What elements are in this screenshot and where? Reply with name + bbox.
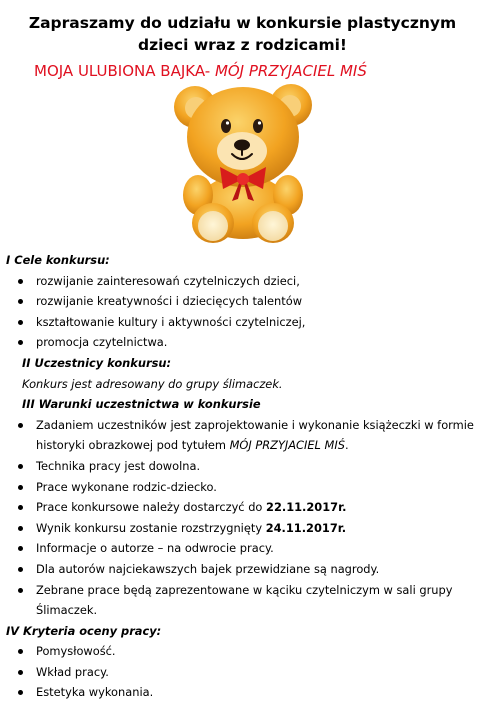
list-item [6,662,480,683]
bullet-icon [18,279,23,284]
list-item-text: promocja czytelnictwa. [36,335,168,350]
list-item [6,518,480,539]
list-item [6,641,480,662]
section-2-heading: II Uczestnicy konkursu: [22,355,172,370]
subtitle-italic: MÓJ PRZYJACIEL MIŚ [214,62,367,80]
list-item [6,682,480,703]
list-item-text: kształtowanie kultury i aktywności czytelniczej, [36,314,306,329]
section-4-heading: IV Kryteria oceny pracy: [6,623,162,638]
bullet-icon [18,485,23,490]
list-item-text: Zebrane prace będą zaprezentowane w kąciku czytelniczym w sali grupy Ślimaczek. [36,582,453,618]
bullet-icon [18,340,23,345]
contest-details [6,250,480,703]
list-item-text: Estetyka wykonania. [36,685,154,700]
bullet-icon [18,320,23,325]
bullet-icon [18,546,23,551]
list-item [6,477,480,498]
list-item-text: Informacje o autorze – na odwrocie pracy. [36,541,274,556]
list-item [6,456,480,477]
bullet-icon [18,670,23,675]
list-item-text: Wkład pracy. [36,664,109,679]
bullet-icon [18,423,23,428]
list-item-text: Prace wykonane rodzic-dziecko. [36,479,217,494]
list-item [6,559,480,580]
list-item-text: rozwijanie kreatywności i dziecięcych talentów [36,294,303,309]
list-item-text: rozwijanie zainteresowań czytelniczych dzieci, [36,273,300,288]
list-item [6,580,480,621]
list-item [6,415,480,456]
list-item [6,497,480,518]
contest-subtitle [34,61,367,81]
bullet-icon [18,505,23,510]
bullet-icon [18,464,23,469]
list-item-text: Prace konkursowe należy dostarczyć do [36,500,267,515]
section-3-list [6,415,480,621]
section-1-list [6,271,480,353]
list-item-text: Wynik konkursu zostanie rozstrzygnięty [36,520,266,535]
list-item [6,291,480,312]
book-title: MÓJ PRZYJACIEL MIŚ [229,438,345,453]
list-item [6,271,480,292]
teddy-bear-with-red-bow-icon [168,83,318,247]
list-item [6,332,480,353]
subtitle-main: MOJA ULUBIONA BAJKA- [34,62,215,80]
list-item-text-end: . [344,438,349,453]
list-item-text: Pomysłowość. [36,644,116,659]
deadline-date: 22.11.2017r. [266,500,347,515]
bullet-icon [18,649,23,654]
bullet-icon [18,588,23,593]
bullet-icon [18,299,23,304]
bullet-icon [18,690,23,695]
bullet-icon [18,567,23,572]
list-item [6,538,480,559]
page-title: Zapraszamy do udziału w konkursie plastycznym dzieci wraz z rodzicami! [28,14,457,54]
list-item [6,312,480,333]
result-date: 24.11.2017r. [265,520,347,535]
section-2-text: Konkurs jest adresowany do grupy ślimaczek. [22,376,283,391]
list-item-text: Technika pracy jest dowolna. [36,458,201,473]
section-4-list [6,641,480,703]
bullet-icon [18,526,23,531]
section-1-heading: I Cele konkursu: [6,253,110,267]
list-item-text: Dla autorów najciekawszych bajek przewidziane są nagrody. [36,561,380,576]
list-item-text: Zadaniem uczestników jest zaprojektowanie i wykonanie książeczki w formie historyki obrazkowej pod tytułem [36,417,474,453]
section-3-heading: III Warunki uczestnictwa w konkursie [22,397,261,412]
